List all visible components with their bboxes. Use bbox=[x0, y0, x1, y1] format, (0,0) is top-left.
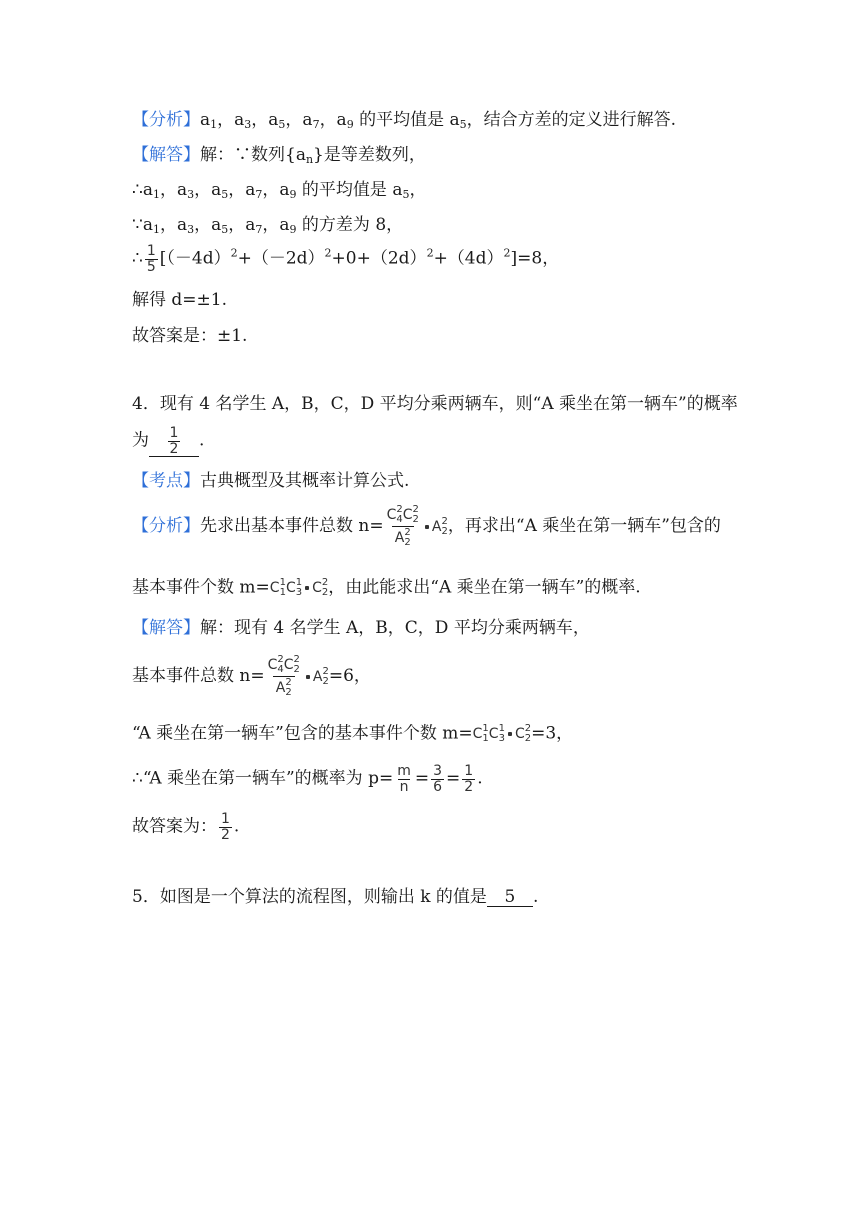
q4-answer-line: 故答案为： $\frac{1}{2}$ . bbox=[132, 811, 240, 843]
q4-question-line2: 为 $\frac{1}{2}$ . bbox=[132, 425, 205, 457]
solution-tag: 【解答】 bbox=[132, 618, 200, 638]
q4-m-line: “A 乘坐在第一辆车”包含的基本事件个数 m=C 1 1 C 1 3 C 2 2 =3， bbox=[132, 723, 574, 744]
m-formula: C 1 1 C 1 3 C 2 2 bbox=[472, 723, 532, 744]
q4-kaodian-line bbox=[132, 473, 409, 490]
q3-solution-line bbox=[132, 147, 426, 164]
total-events-formula: C 2 4 C 2 2 A 2 2 bbox=[267, 654, 300, 698]
q3-step1: $\therefore a_1$，$a_3$，$a_5$，$a_7$，$a_9$ 的平均值是 $a_5$， bbox=[132, 180, 427, 201]
q3-step2: $\because a_1$，$a_3$，$a_5$，$a_7$，$a_9$ 的方差为 8， bbox=[132, 215, 404, 236]
analysis-tag: 【分析】 bbox=[132, 110, 200, 130]
q5-question-line: 5．如图是一个算法的流程图，则输出 k 的值是 5 . bbox=[132, 887, 539, 907]
q4-solution-line: 【解答】解：现有 4 名学生 A，B，C，D 平均分乘两辆车， bbox=[132, 618, 590, 638]
analysis-tag: 【分析】 bbox=[132, 516, 200, 536]
one-fifth-fraction: $\frac{1}{5}$ bbox=[146, 243, 156, 275]
q4-analysis-line2: 基本事件个数 m=C 1 1 C 1 3 C 2 2 ，由此能求出“A 乘坐在第一辆车”的概率. bbox=[132, 577, 641, 598]
q4-question-line1: 4．现有 4 名学生 A，B，C，D 平均分乘两辆车，则“A 乘坐在第一辆车”的概率 bbox=[132, 394, 738, 414]
q4-analysis-line1: 【分析】先求出基本事件总数 n= C 2 4 C 2 2 A 2 2 A 2 2 ，再求出“A 乘坐在第一辆车”包含的 bbox=[132, 504, 721, 548]
three-sixths: $\frac{3}{6}$ bbox=[433, 763, 443, 795]
total-events-formula: C 2 4 C 2 2 A 2 2 bbox=[386, 504, 419, 548]
q5-answer-blank: 5 bbox=[487, 889, 533, 907]
m-formula: C 1 1 C 1 3 C 2 2 bbox=[269, 577, 329, 598]
q3-step3: ∴ $\frac{1}{5}$ $[(-4d)^2+(-2d)^2+0+(2d)^2+(4d)^2]=8$， bbox=[132, 243, 560, 275]
q4-p-line: ∴“A 乘坐在第一辆车”的概率为 p= $\frac{m}{n}$ = $\frac{3}{6}$ = $\frac{1}{2}$ . bbox=[132, 763, 483, 795]
q3-solution-intro: 解：∵数列$\{a_n\}$是等差数列， bbox=[200, 145, 426, 166]
answer-blank: $\frac{1}{2}$ bbox=[149, 426, 199, 457]
kaodian-text: 古典概型及其概率计算公式. bbox=[200, 471, 410, 491]
q3-step4: 解得 d=±1. bbox=[132, 290, 227, 310]
q3-analysis-text: $a_1$，$a_3$，$a_5$，$a_7$，$a_9$ 的平均值是 $a_5$，结合方差的定义进行解答. bbox=[200, 110, 677, 131]
q3-analysis-line bbox=[132, 112, 676, 129]
q3-answer: 故答案是：±1. bbox=[132, 326, 248, 346]
solution-tag: 【解答】 bbox=[132, 145, 200, 165]
q4-total-line: 基本事件总数 n= C 2 4 C 2 2 A 2 2 A 2 2 =6， bbox=[132, 654, 371, 698]
one-half: $\frac{1}{2}$ bbox=[464, 763, 474, 795]
answer-fraction: $\frac{1}{2}$ bbox=[221, 811, 230, 843]
m-over-n: $\frac{m}{n}$ bbox=[397, 763, 411, 795]
kaodian-tag: 【考点】 bbox=[132, 471, 200, 491]
